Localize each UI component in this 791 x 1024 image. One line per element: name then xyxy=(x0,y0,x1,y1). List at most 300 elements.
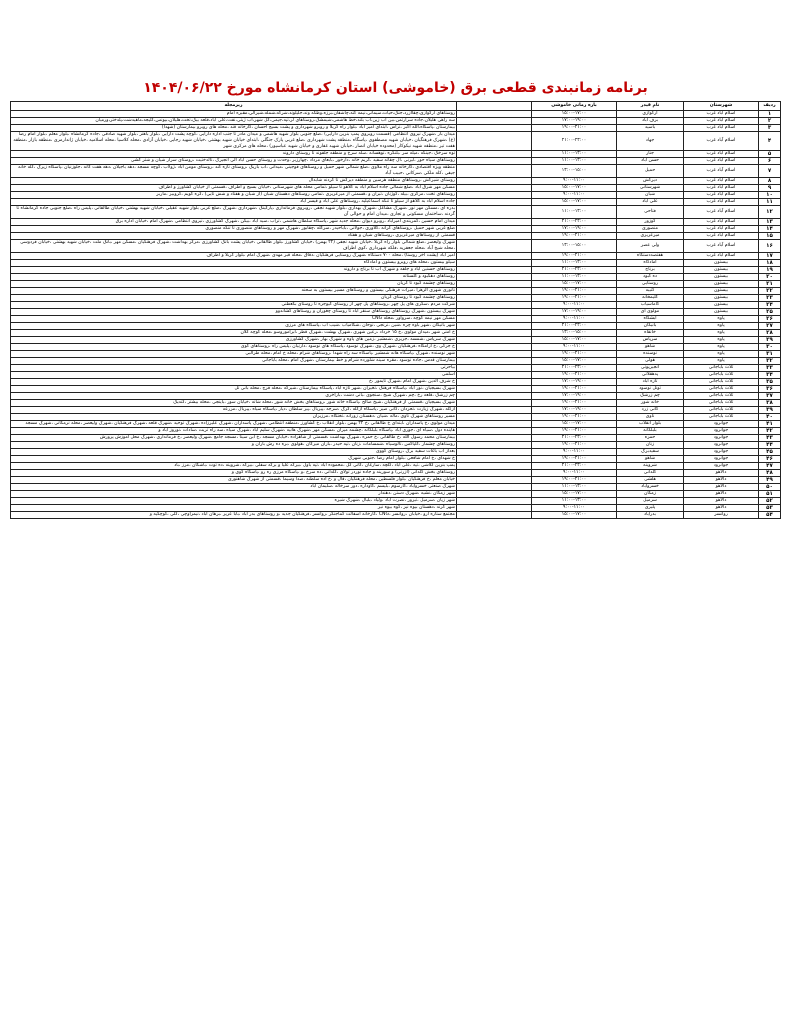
duration-cell xyxy=(457,206,532,219)
county-cell: بیستون xyxy=(684,309,759,316)
row-index: ۳۵ xyxy=(759,379,781,386)
feeder-cell: حسن آباد xyxy=(617,158,684,165)
feeder-cell: کانی زرد xyxy=(617,407,684,414)
duration-cell xyxy=(457,421,532,428)
row-index: ۲۱ xyxy=(759,281,781,288)
time-cell: ۲۱:۰۰-۲۳:۰۰ xyxy=(532,219,617,226)
row-index: ۵۱ xyxy=(759,491,781,498)
row-index: ۲۲ xyxy=(759,288,781,295)
page-title: برنامه زمانبندی قطعی برق (خاموشی) استان کرمانشاه مورخ ۱۴۰۴/۰۶/۲۲ xyxy=(143,80,648,96)
county-cell: بیستون xyxy=(684,302,759,309)
duration-cell xyxy=(457,365,532,372)
feeder-cell: زنان xyxy=(617,442,684,449)
zones-cell: توه سرخک ،جینگه ،میله سر ،بلنگره ،توهسانه ،سله سرخ و منطقه جلفوند تا روستای داروند xyxy=(11,151,457,158)
feeder-cell: برف آباد xyxy=(617,118,684,125)
duration-cell xyxy=(457,233,532,240)
feeder-cell: کلیمخانه xyxy=(617,295,684,302)
zones-cell: روستاهای چشمه کبود تا روستای کریان xyxy=(11,295,457,302)
table-header-row xyxy=(11,102,781,111)
header-feeder: نام فیدر xyxy=(617,102,684,111)
row-index: ۴۷ xyxy=(759,463,781,470)
table-row xyxy=(11,379,781,386)
duration-cell xyxy=(457,323,532,330)
row-index: ۱ xyxy=(759,111,781,118)
outage-schedule-table xyxy=(10,101,781,519)
row-index: ۵۰ xyxy=(759,484,781,491)
time-cell: ۱۹:۰۰-۲۱:۰۰ xyxy=(532,477,617,484)
feeder-cell: گاماسیاب xyxy=(617,302,684,309)
feeder-cell: حمیل xyxy=(617,165,684,178)
time-cell: ۱۱:۰۰-۱۳:۰۰ xyxy=(532,498,617,505)
table-row xyxy=(11,470,781,477)
duration-cell xyxy=(457,477,532,484)
duration-cell xyxy=(457,386,532,393)
county-cell: ثلاث باباجانی xyxy=(684,379,759,386)
zones-cell: بعداز آب باغات سفید برگ ،روستای کووی xyxy=(11,449,457,456)
feeder-cell: هولی xyxy=(617,358,684,365)
table-row xyxy=(11,151,781,158)
row-index: ۳۹ xyxy=(759,407,781,414)
feeder-cell: شبان xyxy=(617,192,684,199)
table-row xyxy=(11,407,781,414)
duration-cell xyxy=(457,260,532,267)
time-cell: ۱۵:۰۰-۱۷:۰۰ xyxy=(532,337,617,344)
table-row xyxy=(11,477,781,484)
zones-cell: شهرک بسیجیان ،نور آباد ،پاسگاه فرهنگ ،تخیزان ،شهر تازه آباد ،پاسگاه بیمارستان ،شیرکه ،محله فرج ،محله بانی تل xyxy=(11,386,457,393)
feeder-cell: ده کبود xyxy=(617,274,684,281)
time-cell: ۱۹:۰۰-۲۱:۰۰ xyxy=(532,456,617,463)
county-cell: اسلام آباد غرب xyxy=(684,253,759,260)
county-cell: بیستون xyxy=(684,267,759,274)
zones-cell: شهر کرند ،دهستان بیوه نیز ،کوه بیوه نیز xyxy=(11,505,457,512)
table-row xyxy=(11,253,781,260)
zones-cell: هاینده دول ،سیاه ای ،جوری اباد ،پاسگاه بلبلکانه ،چشمه میران ،مسکن مهر ،شهرک هانیه ،شهرک سلیم اباد ،شهرک سیاه ،سه راه تربت ،سادات ،نوروز اباد و xyxy=(11,428,457,435)
feeder-cell: باسید xyxy=(617,125,684,132)
duration-cell xyxy=(457,351,532,358)
zones-cell: خ امنی شهر ،میدان مولوی ،خ ۱۵ خرداد ،رعین شهری ،شهرک بهشت ،شهرک قطر ،ابراموروسو ،محله کوچه کلان xyxy=(11,330,457,337)
row-index: ۲۳ xyxy=(759,295,781,302)
zones-cell: شهر نوسنده ،شهرک ،پاسگاه هانه شمشیر ،پاسگاه سه راه شهدا ،روستاهای شرام ،محله خ امام ،محله طرالبی xyxy=(11,351,457,358)
feeder-cell: تونل نوسود xyxy=(617,386,684,393)
county-cell: جوانرود xyxy=(684,428,759,435)
county-cell: ثلاث باباجانی xyxy=(684,414,759,421)
row-index: ۲ xyxy=(759,118,781,125)
duration-cell xyxy=(457,337,532,344)
county-cell: اسلام آباد غرب xyxy=(684,151,759,158)
county-cell: دالاهو xyxy=(684,477,759,484)
duration-cell xyxy=(457,125,532,132)
duration-cell xyxy=(457,491,532,498)
duration-cell xyxy=(457,288,532,295)
time-cell: ۱۹:۰۰-۲۱:۰۰ xyxy=(532,295,617,302)
time-cell: ۹:۰۰-۱۱:۰۰ xyxy=(532,302,617,309)
zones-cell: یمپ بنزین کلاشی ،تپه ،علی اباد ،کلچه ،سارغان ،کانی گل ،محموده اباد ،تپه باول ،بیرکه علیا و برگه سفلی ،بیرکه ،شروینه ،ده توت ،باشگان ،مرز ،باد xyxy=(11,463,457,470)
duration-cell xyxy=(457,199,532,206)
table-row xyxy=(11,351,781,358)
table-row xyxy=(11,274,781,281)
duration-cell xyxy=(457,428,532,435)
duration-cell xyxy=(457,400,532,407)
feeder-cell: تازه آباد xyxy=(617,379,684,386)
feeder-cell: ولی عصر xyxy=(617,240,684,253)
table-row xyxy=(11,344,781,351)
table-row xyxy=(11,491,781,498)
duration-cell xyxy=(457,118,532,125)
table-row xyxy=(11,260,781,267)
county-cell: ثلاث باباجانی xyxy=(684,407,759,414)
county-cell: بیستون xyxy=(684,288,759,295)
duration-cell xyxy=(457,344,532,351)
duration-cell xyxy=(457,132,532,151)
zones-cell: میدان امام حسین ،کمربندی امیرآباد ،روبرو دیوان ،محله جدید شهر ،پاسگاه سلطان هاشمی ،تراب ،سید آباد ،بیکن ،شهرک کشاورزی ،نیروی انتظامی ،شهرک امام ،خیابان اداره برق xyxy=(11,219,457,226)
feeder-cell: بلبلکانه xyxy=(617,428,684,435)
time-cell: ۱۹:۰۰-۲۱:۰۰ xyxy=(532,386,617,393)
row-index: ۱۸ xyxy=(759,260,781,267)
zones-cell: خیابان معلم ،خ فرهنگیان ،بلوار فلسطین ،محله فرهنگیان ،قال و ،خ اده سلطنه ،صدا وسیما ،قسمتی از شهرک شاهنوری xyxy=(11,477,457,484)
row-index: ۳۰ xyxy=(759,344,781,351)
time-cell: ۱۵:۰۰-۱۷:۰۰ xyxy=(532,199,617,206)
row-index: ۱۲ xyxy=(759,206,781,219)
row-index: ۳۱ xyxy=(759,351,781,358)
time-cell: ۲۱:۰۰-۲۳:۰۰ xyxy=(532,323,617,330)
feeder-cell: آبشگاه xyxy=(617,316,684,323)
time-cell: ۱۹:۰۰-۲۱:۰۰ xyxy=(532,442,617,449)
feeder-cell: هلشی xyxy=(617,477,684,484)
duration-cell xyxy=(457,498,532,505)
county-cell: پاوه xyxy=(684,323,759,330)
feeder-cell: پلیری xyxy=(617,505,684,512)
row-index: ۳۲ xyxy=(759,358,781,365)
county-cell: ثلاث باباجانی xyxy=(684,365,759,372)
row-index: ۲۴ xyxy=(759,302,781,309)
table-row xyxy=(11,505,781,512)
zones-cell: شهرک صنعتی خسروآباد ،کارسوم ،بلیسم ،گاوداره ،دور سرخاله ،سلیمان آباد xyxy=(11,484,457,491)
county-cell: اسلام آباد غرب xyxy=(684,206,759,219)
county-cell: اسلام آباد غرب xyxy=(684,192,759,199)
table-row xyxy=(11,400,781,407)
row-index: ۲۰ xyxy=(759,274,781,281)
time-cell: ۱۱:۰۰-۱۳:۰۰ xyxy=(532,484,617,491)
row-index: ۱۳ xyxy=(759,219,781,226)
duration-cell xyxy=(457,240,532,253)
zones-cell: بدره ای ،مسکن مهر نور ،شهرک مشاغل ،شهرک بهداری ،بلوار شهید نجفی ،روبروی فرمانداری ،پارکینگ ،شهرداری ،شهرک ،ضلع غربی بلوار شهید عقیلی ،خیابان شهید بهشتی ،خیابان طالقانی ،پلیس راه ،ضلع جنوبی جاده کرمانشاه تا گردنه ،ساختمان مسکونی و تجاری ،میدان امام و حوالی آن xyxy=(11,206,457,219)
table-row xyxy=(11,512,781,519)
time-cell: ۱۹:۰۰-۲۱:۰۰ xyxy=(532,400,617,407)
zones-cell: بیمارستان محمد رسول الله ،خ طالقانی ،خ حمزه ،شهرک بهداشت ،قسمتی از شاهزاده ،خیابان مسجد ،خ ابن سینا ،مسجد جامع ،شهرک ولیعصر ،خ فرمانداری ،شهرک محل آموزش پرورش xyxy=(11,435,457,442)
table-row xyxy=(11,365,781,372)
zones-cell: بیاحرتی xyxy=(11,365,457,372)
table-row xyxy=(11,316,781,323)
zones-cell: سه راهی هلیلان،جاده سرارتمن،بین آب زین،آب بلند،خط هاشمی،شیمشک،روستاهای لر،تپه،جیمی،گل شهر،آب ژیتی،نفت،علی آباد،قلعه بیگ،تخت،هلیلان،بیونس،کلیجه،ماهیدشت،پلدختر،ورمیان xyxy=(11,118,457,125)
feeder-cell: نوسنده xyxy=(617,351,684,358)
duration-cell xyxy=(457,407,532,414)
row-index: ۴۱ xyxy=(759,421,781,428)
county-cell: دالاهو xyxy=(684,470,759,477)
zones-cell: شهر بانیکان ،شهر باوه چره ،شین ،نرنجی ،نوحان ،شکامیاب ،شیب آب ،پاسگاه های مرزی xyxy=(11,323,457,330)
row-index: ۳۷ xyxy=(759,393,781,400)
duration-cell xyxy=(457,316,532,323)
row-index: ۱۷ xyxy=(759,253,781,260)
county-cell: اسلام آباد غرب xyxy=(684,219,759,226)
feeder-cell: خانه شور xyxy=(617,400,684,407)
table-row xyxy=(11,463,781,470)
zones-cell: روستاهای ارکوازی،چقاازرد،جنگ،حیات،سیمانی،نیمه کته،چاشفان،برزه،وظگه وند،جلیلوند،شرکه،شمله،شیرالی،مقبره امام xyxy=(11,111,457,118)
zones-cell: خ جرکی ،خ ارامگاه ،فرهنگیان ،شهرک وی ،شهرک نوسود ،پاسگاه های نوسود ،دارنیان ،پلیس راه ،روستاهای کوی xyxy=(11,344,457,351)
feeder-cell: انجیرپوتی xyxy=(617,365,684,372)
feeder-cell: سرمیل xyxy=(617,498,684,505)
feeder-cell: سفیدبرگ xyxy=(617,449,684,456)
row-index: ۱۵ xyxy=(759,233,781,240)
zones-cell: روستاهای چشمه کبود تا کریان xyxy=(11,281,457,288)
duration-cell xyxy=(457,309,532,316)
time-cell: ۱۱:۰۰-۱۳:۰۰ xyxy=(532,151,617,158)
duration-cell xyxy=(457,253,532,260)
table-row xyxy=(11,358,781,365)
table-row xyxy=(11,178,781,185)
zones-cell: بیمارستان ،پاسگاه،الله اکبر ،تراس ،ابتدای امیر آباد ،بلوار راه کربلا و روبرو شهرداری و پشت بسیج احسان ،کارخانه قند ،محله های روبرو بیمارستان (شهدا) xyxy=(11,125,457,132)
time-cell: ۱۹:۰۰-۲۱:۰۰ xyxy=(532,351,617,358)
feeder-cell: ناوی xyxy=(617,414,684,421)
county-cell: اسلام آباد غرب xyxy=(684,118,759,125)
row-index: ۳۶ xyxy=(759,386,781,393)
duration-cell xyxy=(457,111,532,118)
feeder-cell: بلوار انقلاب xyxy=(617,421,684,428)
county-cell: روانسر xyxy=(684,512,759,519)
zones-cell: امیر آباد (پشت آخر روستا) ،محله ۷۰۰ دستگاه ،شهرک روستایی فرهنگیان ،دقاق ،محله قبر مهدی ،شهرک امام ،بلوار کربلا و اطراف xyxy=(11,253,457,260)
row-index: ۸ xyxy=(759,178,781,185)
duration-cell xyxy=(457,226,532,233)
table-row xyxy=(11,330,781,337)
county-cell: جوانرود xyxy=(684,442,759,449)
zones-cell: روستاهای چشمار ،گلپاکس ،تالوسیاه ،شمسامات ،زنان ،تپه حیدر ،باران میرکان ،هولوی ،بره ده رش باران و xyxy=(11,442,457,449)
time-cell: ۱۵:۰۰-۱۷:۰۰ xyxy=(532,421,617,428)
time-cell: ۱۱:۰۰-۱۳:۰۰ xyxy=(532,260,617,267)
zones-cell: شهر زمکان ،نشیه ،شهرک دستن ،دهندار xyxy=(11,491,457,498)
county-cell: جوانرود xyxy=(684,435,759,442)
table-row xyxy=(11,132,781,151)
feeder-cell: جهاد xyxy=(617,132,684,151)
duration-cell xyxy=(457,379,532,386)
county-cell: جوانرود xyxy=(684,449,759,456)
duration-cell xyxy=(457,512,532,519)
duration-cell xyxy=(457,449,532,456)
time-cell: ۱۱:۰۰-۱۳:۰۰ xyxy=(532,274,617,281)
duration-cell xyxy=(457,158,532,165)
duration-cell xyxy=(457,219,532,226)
duration-cell xyxy=(457,302,532,309)
row-index: ۲۶ xyxy=(759,316,781,323)
feeder-cell: میرعزیزی xyxy=(617,233,684,240)
row-index: ۴۵ xyxy=(759,449,781,456)
zones-cell: شهر زیان ،سرمیل ،تیزور ،نصرت آباد ،ولیاد ،بلبال ،شهرک شیزه xyxy=(11,498,457,505)
header-duration xyxy=(457,102,532,111)
feeder-cell: حمزه xyxy=(617,435,684,442)
row-index: ۵۴ xyxy=(759,512,781,519)
time-cell: ۱۵:۰۰-۱۷:۰۰ xyxy=(532,491,617,498)
table-row xyxy=(11,442,781,449)
time-cell: ۱۹:۰۰-۲۱:۰۰ xyxy=(532,428,617,435)
time-cell: ۱۷:۰۰-۱۹:۰۰ xyxy=(532,379,617,386)
zones-cell: چم زرشک ،قلعه رخ ،چم ،شهرک شیخ ،سنجوی ،بانی دشت ،باراخری xyxy=(11,393,457,400)
county-cell: پاوه xyxy=(684,351,759,358)
county-cell: ثلاث باباجانی xyxy=(684,386,759,393)
header-zones: زیرمجله xyxy=(11,102,457,111)
zones-cell: روستای شیرکش ،روستاهای منطقه هرسین و منطقه دیرکش تا گردنه شابدال xyxy=(11,178,457,185)
row-index: ۷ xyxy=(759,165,781,178)
county-cell: اسلام آباد غرب xyxy=(684,226,759,233)
county-cell: جوانرود xyxy=(684,463,759,470)
zones-cell: مسکن مهر نیمه کوچه ،سرواور ،محله CNG xyxy=(11,316,457,323)
county-cell: پاوه xyxy=(684,344,759,351)
time-cell: ۹:۰۰-۱۱:۰۰ xyxy=(532,449,617,456)
table-row xyxy=(11,393,781,400)
row-index: ۴۲ xyxy=(759,428,781,435)
row-index: ۵۳ xyxy=(759,505,781,512)
zones-cell: شهرک بسیجیان ،قسمتی از فرهنگیان ،شیخ صالح ،پاسگاه خانه شور ،روستاهای بخش خانه شور ،محله شانه ،خیابان سور ،باینجی ،محله بیشتر ،گندیک xyxy=(11,400,457,407)
zones-cell: شهرک ولیعصر ،ضلع شمالی بلوار راه کربلا ،خیابان شهید نجفی (۲۲ بهمن) ،خیابان کشاورز ،بلوار طالقانی ،خیابان پشت بانک کشاورزی ،مرکز بهداشت ،شهرک فرهنگیان ،مسکن مهر ،بانک ملت ،خیابان شهید بهشتی ،خیابان فردوسی ،محله شیخ آباد ،محله جعفریه ،فلکه شهرداری ،کوی اطراف xyxy=(11,240,457,253)
feeder-cell: بدرآباد xyxy=(617,512,684,519)
table-row xyxy=(11,206,781,219)
time-cell: ۹:۰۰-۱۱:۰۰ xyxy=(532,316,617,323)
table-row xyxy=(11,386,781,393)
county-cell: دالاهو xyxy=(684,491,759,498)
row-index: ۱۰ xyxy=(759,192,781,199)
time-cell: ۲۱:۰۰-۲۳:۰۰ xyxy=(532,463,617,470)
time-cell: ۹:۰۰-۱۱:۰۰ xyxy=(532,344,617,351)
table-row xyxy=(11,428,781,435)
duration-cell xyxy=(457,267,532,274)
time-cell: ۲۱:۰۰-۲۳:۰۰ xyxy=(532,132,617,151)
feeder-cell: کتیبه xyxy=(617,288,684,295)
zones-cell: روستاهای بخش گلدانی (ازرنی) و سوریند و جاده نوردر تولای ،گلدانی ،ده سرخ ،و ،پاسگاه مرزی ره رو ،پاسگاه کوی و xyxy=(11,470,457,477)
feeder-cell: هفتصددستگاه xyxy=(617,253,684,260)
row-index: ۴۳ xyxy=(759,435,781,442)
table-row xyxy=(11,199,781,206)
county-cell: اسلام آباد غرب xyxy=(684,185,759,192)
feeder-cell: خسروآباد xyxy=(617,484,684,491)
feeder-cell: فتاحی xyxy=(617,206,684,219)
county-cell: دالاهو xyxy=(684,505,759,512)
zones-cell: مسکن مهر شرق آباد ،ضلع شمالی جاده اسلام آباد به کلاهو تا سیلو ،تمامی محله های شهرستانی ،خیابان بسیج و اطراف ،قسمتی از خیابان کشاورز و اطراف xyxy=(11,185,457,192)
county-cell: بیستون xyxy=(684,274,759,281)
table-row xyxy=(11,323,781,330)
time-cell: ۱۷:۰۰-۱۹:۰۰ xyxy=(532,226,617,233)
time-cell: ۹:۰۰-۱۱:۰۰ xyxy=(532,470,617,477)
zones-cell: شرکت مردم ،سکری های پل چهر ،روستاهای پل چهر از روستای گیوجره تا روستای بکعطنی xyxy=(11,302,457,309)
zones-cell: روستاهای تخت ،مرکزی ،بیله ،گوژنان ،تبران و ،قسمتی از میرعزیزی ،تمامی روستاهای دهستان شبان (از شبان و هفتاد و شش تایی) ،کره کویم ،گزوبیز ،ماربر xyxy=(11,192,457,199)
time-cell: ۹:۰۰-۱۱:۰۰ xyxy=(532,192,617,199)
zones-cell: ازگله ،شهرک زیارت ،تحردان ،کانی صیر ،پاسگاه ازگله ،گزک ،سرجه ،پیربال ،پیر سلطان ،دیار ،پاسگاه سیاه ،پیربال ،مزرعه xyxy=(11,407,457,414)
duration-cell xyxy=(457,372,532,379)
zones-cell: روستاهای سیاه حور ،لیرنی ،ال چقاته سفید ،کریم خانه ،دارخور ،بابعای مرداد ،چهارزبر ،وحدت و روستای حسن آباد الی انجیرک ،تالدختیت ،روستای سرار شیان و شتر کشی xyxy=(11,158,457,165)
zones-cell: مسیر روستاهای شهرک ناوی ،ماله ،شیان ،دهستان زورانه ،تختگاه ،مرزیزان xyxy=(11,414,457,421)
zones-cell: سیلو بیستون ،محله های روبرو بیستون و آمادگاه xyxy=(11,260,457,267)
duration-cell xyxy=(457,414,532,421)
zones-cell: مجتمع ستاره آرو ،خیابان ،روانسر ،CNG ،کارخانه آسفالت کماجنگر ،روانسر ،فرهنگیان جدید ،و روستاهای بدر آباد ،بابا عزیز ،برهان آباد ،نیمزاوچی ،گلی ،کوچکیه و xyxy=(11,512,457,519)
table-body xyxy=(11,111,781,519)
feeder-cell: روستایی xyxy=(617,281,684,288)
county-cell: دالاهو xyxy=(684,498,759,505)
county-cell: پاوه xyxy=(684,316,759,323)
zones-cell: جاده اسلام آباد به کلاهو از سیلو تا تنگه اسماعیلیه ،روستاهای علی آباد و قیسر آباد xyxy=(11,199,457,206)
row-index: ۴۹ xyxy=(759,477,781,484)
table-row xyxy=(11,185,781,192)
table-row xyxy=(11,498,781,505)
county-cell: جوانرود xyxy=(684,421,759,428)
time-cell: ۹:۰۰-۱۱:۰۰ xyxy=(532,178,617,185)
row-index: ۱۹ xyxy=(759,267,781,274)
county-cell: اسلام آباد غرب xyxy=(684,158,759,165)
time-cell: ۲۱:۰۰-۲۳:۰۰ xyxy=(532,365,617,372)
time-cell: ۱۵:۰۰-۱۷:۰۰ xyxy=(532,358,617,365)
row-index: ۱۴ xyxy=(759,226,781,233)
zones-cell: میدان بار ،شهرک نیروی انتظامی (قسمت روبروی پمپ بنزین دارایی) ،ضلع جنوبی بلوار شهید هاشمی و میدان مادر تا جنب اداره دارایی ،کوچه پشت دارایی ،بلوار باهنر ،بلوار شهید صادقی ،جاده کرمانشاه ،بلوار معلم ،بلوار امام رضا (ع) ،شهرک فرهنگیان ،خیابان شهید مصطفوی ،پاسگاه ،منطقه پشت شهرداری ،ضلع غربی پارک جنگلی ،ابتدای خیابان شهید بهشتی ،خیابان شهید رجایی ،خیابان آزادی ،محله کلاسیا ،محله اسلامیه ،خیابان ژاندارمری ،منطقه بازار ،منطقه هفت تیر ،منطقه شهید نیکوکار (محدوده خیابان انصار ،خیابان شهید غفاری و خیابان شهید عباسپور) ،محله های مرکزی شهر xyxy=(11,132,457,151)
zones-cell: روستاهای دهکبود و گلستانه xyxy=(11,274,457,281)
county-cell: ثلاث باباجانی xyxy=(684,400,759,407)
table-row xyxy=(11,295,781,302)
county-cell: اسلام آباد غرب xyxy=(684,233,759,240)
feeder-cell: خانقاه xyxy=(617,330,684,337)
county-cell: پاوه xyxy=(684,358,759,365)
feeder-cell: علی آباد xyxy=(617,199,684,206)
table-row xyxy=(11,281,781,288)
feeder-cell: شاهو xyxy=(617,344,684,351)
zones-cell: روستاهای حسنین آباد و جلفه و شهرک آب تا برناج و داروند xyxy=(11,267,457,274)
feeder-cell: چم زرشک xyxy=(617,393,684,400)
time-cell: ۱۳:۰۰-۱۵:۰۰ xyxy=(532,165,617,178)
county-cell: اسلام آباد غرب xyxy=(684,125,759,132)
duration-cell xyxy=(457,484,532,491)
duration-cell xyxy=(457,192,532,199)
zones-cell: شهرک بیستون ،شهرک روستاهای روستاهای سنقر اباد تا روستای چغوران و روستاهای کشاندوو xyxy=(11,309,457,316)
row-index: ۹ xyxy=(759,185,781,192)
table-row xyxy=(11,219,781,226)
row-index: ۴ xyxy=(759,132,781,151)
duration-cell xyxy=(457,274,532,281)
feeder-cell: سرپاس xyxy=(617,337,684,344)
county-cell: ثلاث باباجانی xyxy=(684,372,759,379)
time-cell: ۱۱:۰۰-۱۳:۰۰ xyxy=(532,206,617,219)
row-index: ۲۷ xyxy=(759,323,781,330)
time-cell: ۱۱:۰۰-۱۳:۰۰ xyxy=(532,158,617,165)
feeder-cell: منصوری xyxy=(617,226,684,233)
zones-cell: اسلمی xyxy=(11,372,457,379)
feeder-cell: شاهو xyxy=(617,456,684,463)
zones-cell: میدان مولوی ،خ پاسداران ،ابتدای خ طالقانی ،خ ۲۲ بهمن ،بلوار انقلاب ،خ کشاورز ،منطقه انتظامی ،شهرک پاسداران ،شهرک علیرزاده ،شهرک توحید ،شهرک قلعه ،شهرک فرهنگیان ،شهرک ولیعصر ،محله نرمکانی ،شهرک مسجد xyxy=(11,421,457,428)
header-index: ردیف xyxy=(759,102,781,111)
duration-cell xyxy=(457,330,532,337)
table-row xyxy=(11,288,781,295)
zones-cell: شهرک سرپاس ،شمسه ،جزیزی ،شمشیر ،زمین های پاوه و شهرک بهار ،شهرک کشاورزی xyxy=(11,337,457,344)
time-cell: ۱۷:۰۰-۱۹:۰۰ xyxy=(532,407,617,414)
feeder-cell: زمکان xyxy=(617,491,684,498)
zones-cell: منطقه ویژه اقتصادی ،کارخانه سه راه ملاوی ،ضلع شمالی شهر حمیل و روستاهای فوجینی ،میدانی ،آب باریک ،روستای تازه کند ،روستای مومن آباد ،ژولاب ،کوچه مسجد ،دهه باجیلان ،دهه هفت گانه ،جلوزنیان ،پاسگاه زیرک ،کله خانه جیفی ،کله ملکی ،سرکانی ،حبیب آباد xyxy=(11,165,457,178)
time-cell: ۱۹:۰۰-۲۱:۰۰ xyxy=(532,125,617,132)
row-index: ۵ xyxy=(759,151,781,158)
feeder-cell: شروینه xyxy=(617,463,684,470)
table-row xyxy=(11,456,781,463)
duration-cell xyxy=(457,393,532,400)
table-row xyxy=(11,309,781,316)
feeder-cell: ارکوازی xyxy=(617,111,684,118)
feeder-cell: بانیکان xyxy=(617,323,684,330)
time-cell: ۱۵:۰۰-۱۷:۰۰ xyxy=(532,185,617,192)
table-row xyxy=(11,165,781,178)
feeder-cell: گلدانی xyxy=(617,470,684,477)
duration-cell xyxy=(457,505,532,512)
county-cell: پاوه xyxy=(684,337,759,344)
table-row xyxy=(11,449,781,456)
